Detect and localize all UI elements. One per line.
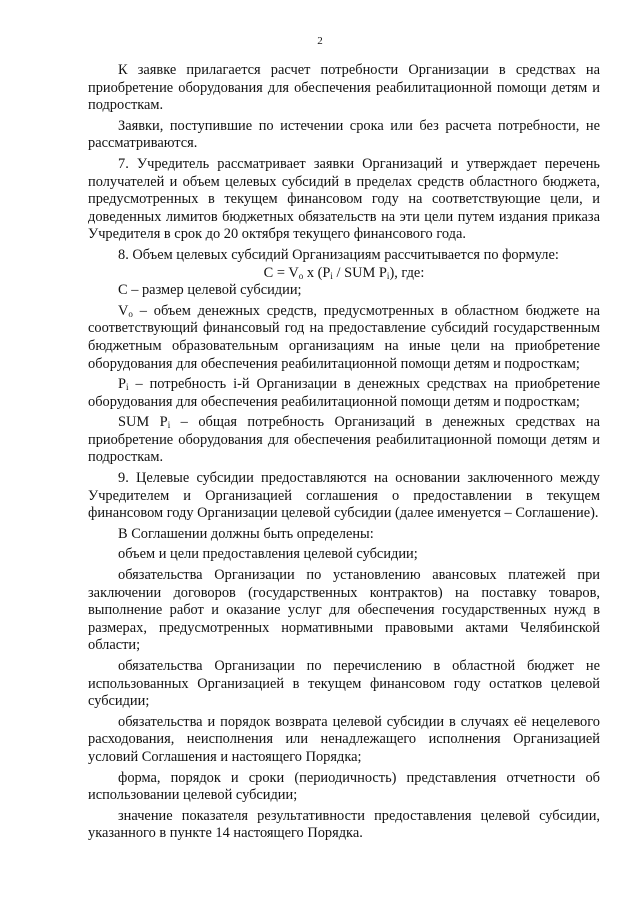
list-item: форма, порядок и сроки (периодичность) представления отчетности об использовании целевой субсидии; [88,769,600,804]
paragraph: 7. Учредитель рассматривает заявки Организаций и утверждает перечень получателей и объем целевых субсидий в пределах средств областного бюджета, предусмотренных в текущем финансовом году на соответствующие цели, и доведенных лимитов бюджетных обязательств на эти цели путем издания приказа Учредителя в срок до 20 октября текущего финансового года. [88,155,600,243]
document-body [88,62,600,843]
paragraph: 9. Целевые субсидии предоставляются на основании заключенного между Учредителем и Организацией соглашения о предоставлении в текущем финансовом году Организации целевой субсидии (далее именуется – Соглашение). [88,470,600,522]
page-number: 2 [317,35,323,47]
paragraph: Заявки, поступившие по истечении срока или без расчета потребности, не рассматриваются. [88,117,600,152]
definition-p: $P_i$ – потребность i-й Организации в денежных средствах на приобретение оборудования для обеспечения реабилитационной помощи детям и подросткам; [88,376,600,410]
list-item: обязательства Организации по перечислению в областной бюджет не использованных Организацией в текущем финансовом году остатков целевой субсидии; [88,658,600,710]
formula: $C = V_o$ x ($P_i$ / SUM $P_i$), где: [263,264,425,281]
list-item: обязательства Организации по установлению авансовых платежей при заключении договоров (государственных контрактов) на поставку товаров, выполнение работ и оказание услуг для обеспечения государственных нужд в размерах, предусмотренных нормативными правовыми актами Челябинской области; [88,567,600,654]
list-item: значение показателя результативности предоставления целевой субсидии, указанного в пункте 14 настоящего Порядка. [88,807,600,842]
definition-c: С – размер целевой субсидии; [118,282,302,299]
paragraph: 8. Объем целевых субсидий Организациям рассчитывается по формуле: [118,246,559,263]
paragraph: В Соглашении должны быть определены: [118,525,374,542]
list-item: объем и цели предоставления целевой субсидии; [118,546,418,563]
list-item: обязательства и порядок возврата целевой субсидии в случаях её нецелевого расходования, неисполнения или ненадлежащего исполнения Организацией условий Соглашения и настоящего Порядка; [88,713,600,765]
paragraph: К заявке прилагается расчет потребности Организации в средствах на приобретение оборудования для обеспечения реабилитационной помощи детям и подросткам. [88,62,600,114]
definition-sum: SUM $P_i$ – общая потребность Организаций в денежных средствах на приобретение оборудования для обеспечения реабилитационной помощи детям и подросткам. [88,414,601,466]
definition-v: $V_o$ – объем денежных средств, предусмотренных в областном бюджете на соответствующий финансовый год на предоставление субсидий государственным бюджетным образовательным организациям на иные цели на приобретение оборудования для обеспечения реабилитационной помощи детям и подросткам; [88,302,600,372]
